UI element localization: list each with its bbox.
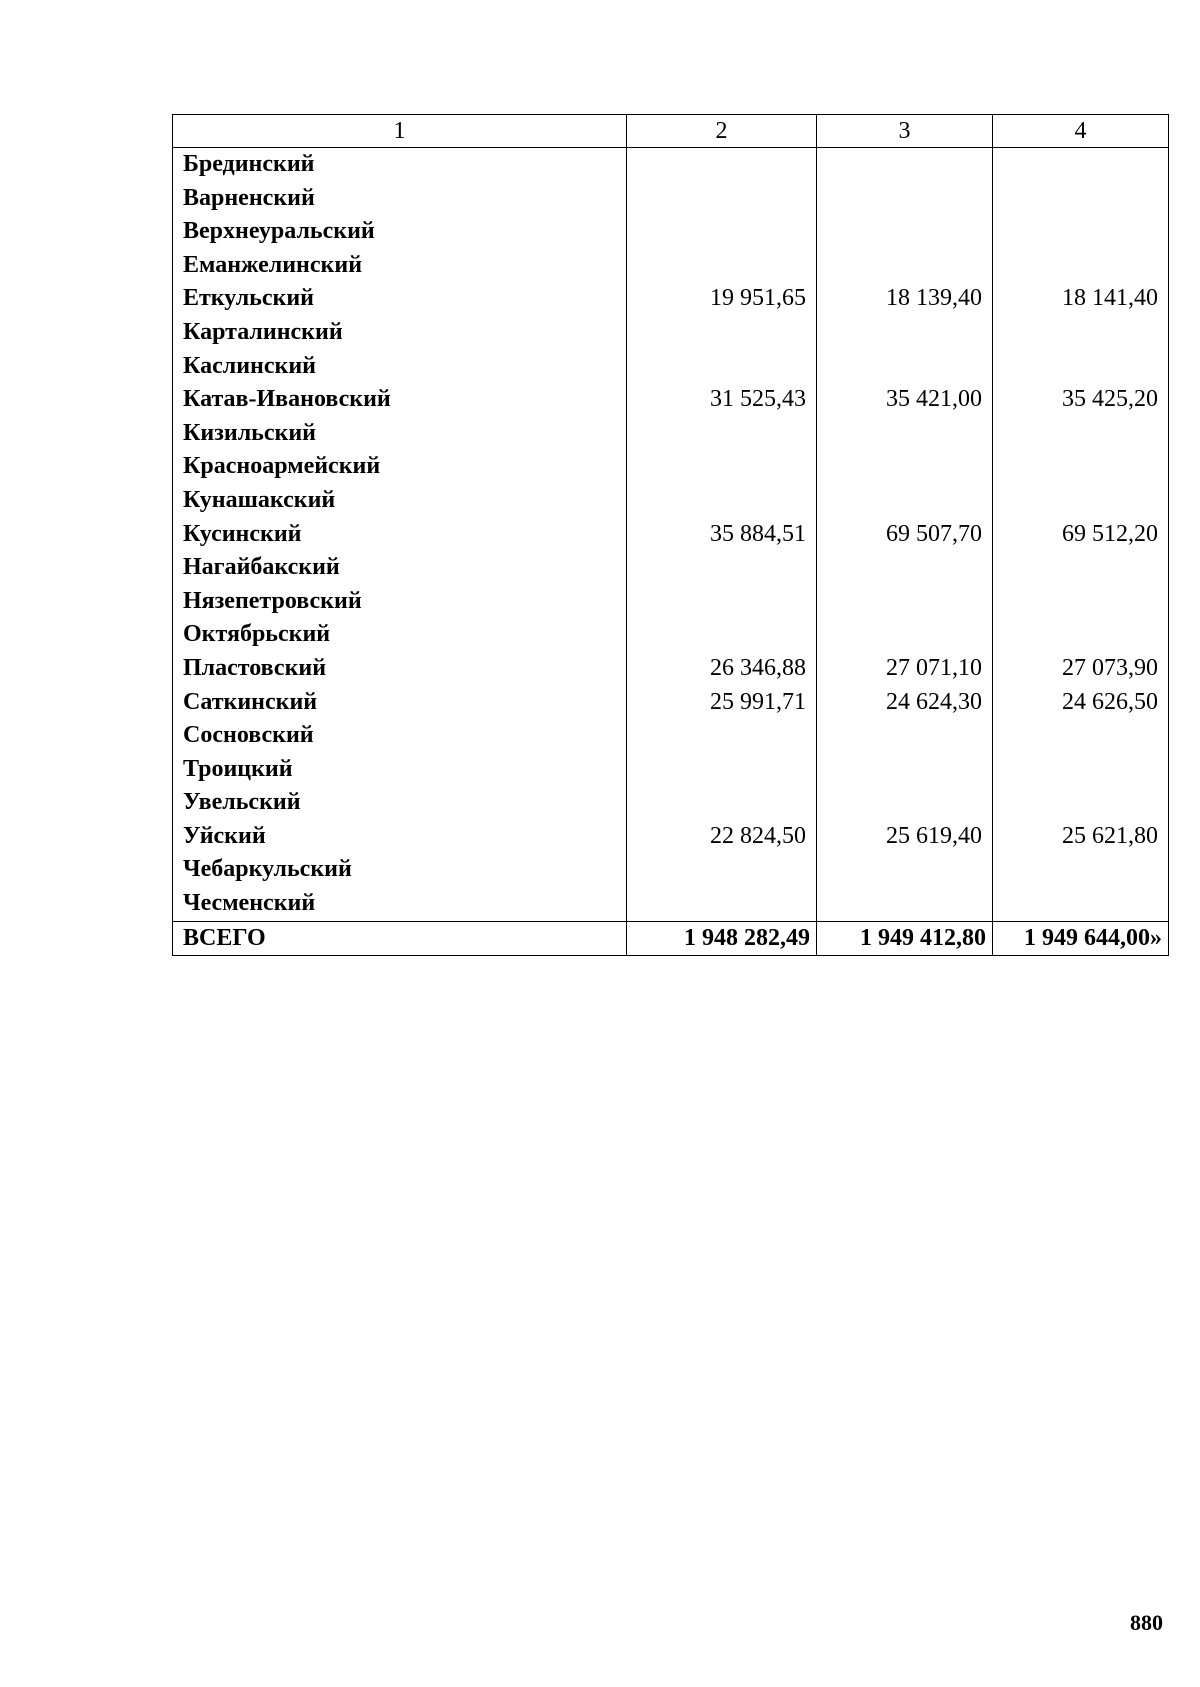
table-row	[173, 182, 1169, 216]
value-col-3	[817, 551, 993, 585]
value-col-2	[627, 249, 817, 283]
value-col-2	[627, 753, 817, 787]
district-name: Варненский	[173, 182, 627, 216]
value-col-2	[627, 484, 817, 518]
total-value-col-4: 1 949 644,00»	[993, 921, 1169, 956]
table-row	[173, 585, 1169, 619]
value-col-4: 25 621,80	[993, 820, 1169, 854]
total-value-col-2: 1 948 282,49	[627, 921, 817, 956]
value-col-2	[627, 417, 817, 451]
value-col-4	[993, 215, 1169, 249]
district-name: Кусинский	[173, 518, 627, 552]
header-col-1: 1	[173, 115, 627, 148]
value-col-3	[817, 484, 993, 518]
value-col-3	[817, 148, 993, 182]
value-col-2	[627, 215, 817, 249]
table-row	[173, 383, 1169, 417]
header-row	[173, 115, 1169, 148]
district-name: Еткульский	[173, 282, 627, 316]
value-col-2	[627, 853, 817, 887]
district-name: Каслинский	[173, 350, 627, 384]
district-name: Катав-Ивановский	[173, 383, 627, 417]
header-col-3: 3	[817, 115, 993, 148]
value-col-2	[627, 450, 817, 484]
value-col-4: 69 512,20	[993, 518, 1169, 552]
district-name: Уйский	[173, 820, 627, 854]
value-col-4	[993, 719, 1169, 753]
district-name: Чебаркульский	[173, 853, 627, 887]
table-row	[173, 518, 1169, 552]
value-col-4	[993, 182, 1169, 216]
value-col-3: 18 139,40	[817, 282, 993, 316]
table-body	[173, 148, 1169, 922]
value-col-3: 27 071,10	[817, 652, 993, 686]
district-name: Троицкий	[173, 753, 627, 787]
header-col-2: 2	[627, 115, 817, 148]
table-row	[173, 652, 1169, 686]
value-col-3: 25 619,40	[817, 820, 993, 854]
value-col-4: 27 073,90	[993, 652, 1169, 686]
value-col-3: 24 624,30	[817, 686, 993, 720]
district-name: Чесменский	[173, 887, 627, 921]
district-name: Саткинский	[173, 686, 627, 720]
table-row	[173, 820, 1169, 854]
value-col-2: 22 824,50	[627, 820, 817, 854]
value-col-2	[627, 551, 817, 585]
page-number: 880	[1130, 1610, 1163, 1635]
district-name: Красноармейский	[173, 450, 627, 484]
table-footer	[173, 921, 1169, 956]
value-col-4	[993, 484, 1169, 518]
value-col-2	[627, 887, 817, 921]
value-col-2	[627, 148, 817, 182]
value-col-3	[817, 417, 993, 451]
value-col-4	[993, 585, 1169, 619]
value-col-2	[627, 350, 817, 384]
table-row	[173, 249, 1169, 283]
table-row	[173, 686, 1169, 720]
data-table	[172, 114, 1169, 956]
value-col-2: 25 991,71	[627, 686, 817, 720]
header-col-4: 4	[993, 115, 1169, 148]
table-row	[173, 316, 1169, 350]
value-col-2	[627, 618, 817, 652]
value-col-3	[817, 249, 993, 283]
value-col-3	[817, 719, 993, 753]
value-col-3	[817, 215, 993, 249]
value-col-4	[993, 786, 1169, 820]
total-row	[173, 921, 1169, 956]
value-col-4	[993, 551, 1169, 585]
table-row	[173, 786, 1169, 820]
value-col-4	[993, 450, 1169, 484]
district-name: Нагайбакский	[173, 551, 627, 585]
value-col-4	[993, 417, 1169, 451]
value-col-4	[993, 753, 1169, 787]
value-col-3	[817, 887, 993, 921]
table-row	[173, 719, 1169, 753]
total-label: ВСЕГО	[173, 921, 627, 956]
value-col-2: 31 525,43	[627, 383, 817, 417]
table-row	[173, 350, 1169, 384]
value-col-3	[817, 753, 993, 787]
value-col-2	[627, 316, 817, 350]
value-col-4	[993, 148, 1169, 182]
table-row	[173, 450, 1169, 484]
district-name: Брединский	[173, 148, 627, 182]
total-value-col-3: 1 949 412,80	[817, 921, 993, 956]
district-name: Нязепетровский	[173, 585, 627, 619]
value-col-3	[817, 316, 993, 350]
district-name: Сосновский	[173, 719, 627, 753]
table-row	[173, 282, 1169, 316]
value-col-3	[817, 585, 993, 619]
value-col-2: 35 884,51	[627, 518, 817, 552]
district-name: Кизильский	[173, 417, 627, 451]
table-row	[173, 417, 1169, 451]
value-col-3: 69 507,70	[817, 518, 993, 552]
district-name: Пластовский	[173, 652, 627, 686]
value-col-4: 18 141,40	[993, 282, 1169, 316]
value-col-4: 35 425,20	[993, 383, 1169, 417]
district-name: Увельский	[173, 786, 627, 820]
value-col-4	[993, 853, 1169, 887]
value-col-4	[993, 249, 1169, 283]
district-name: Карталинский	[173, 316, 627, 350]
table-row	[173, 887, 1169, 921]
value-col-4	[993, 618, 1169, 652]
value-col-2: 19 951,65	[627, 282, 817, 316]
value-col-4	[993, 350, 1169, 384]
table-row	[173, 853, 1169, 887]
value-col-2	[627, 786, 817, 820]
value-col-3	[817, 786, 993, 820]
value-col-4	[993, 316, 1169, 350]
value-col-2: 26 346,88	[627, 652, 817, 686]
value-col-4	[993, 887, 1169, 921]
value-col-3	[817, 450, 993, 484]
value-col-3	[817, 853, 993, 887]
district-name: Кунашакский	[173, 484, 627, 518]
table-row	[173, 551, 1169, 585]
table-row	[173, 148, 1169, 182]
value-col-3	[817, 350, 993, 384]
table-row	[173, 215, 1169, 249]
table-header	[173, 115, 1169, 148]
value-col-2	[627, 182, 817, 216]
table-row	[173, 753, 1169, 787]
value-col-4: 24 626,50	[993, 686, 1169, 720]
district-name: Еманжелинский	[173, 249, 627, 283]
table-row	[173, 618, 1169, 652]
value-col-3: 35 421,00	[817, 383, 993, 417]
value-col-3	[817, 182, 993, 216]
district-name: Октябрьский	[173, 618, 627, 652]
value-col-3	[817, 618, 993, 652]
value-col-2	[627, 585, 817, 619]
value-col-2	[627, 719, 817, 753]
district-name: Верхнеуральский	[173, 215, 627, 249]
table-row	[173, 484, 1169, 518]
